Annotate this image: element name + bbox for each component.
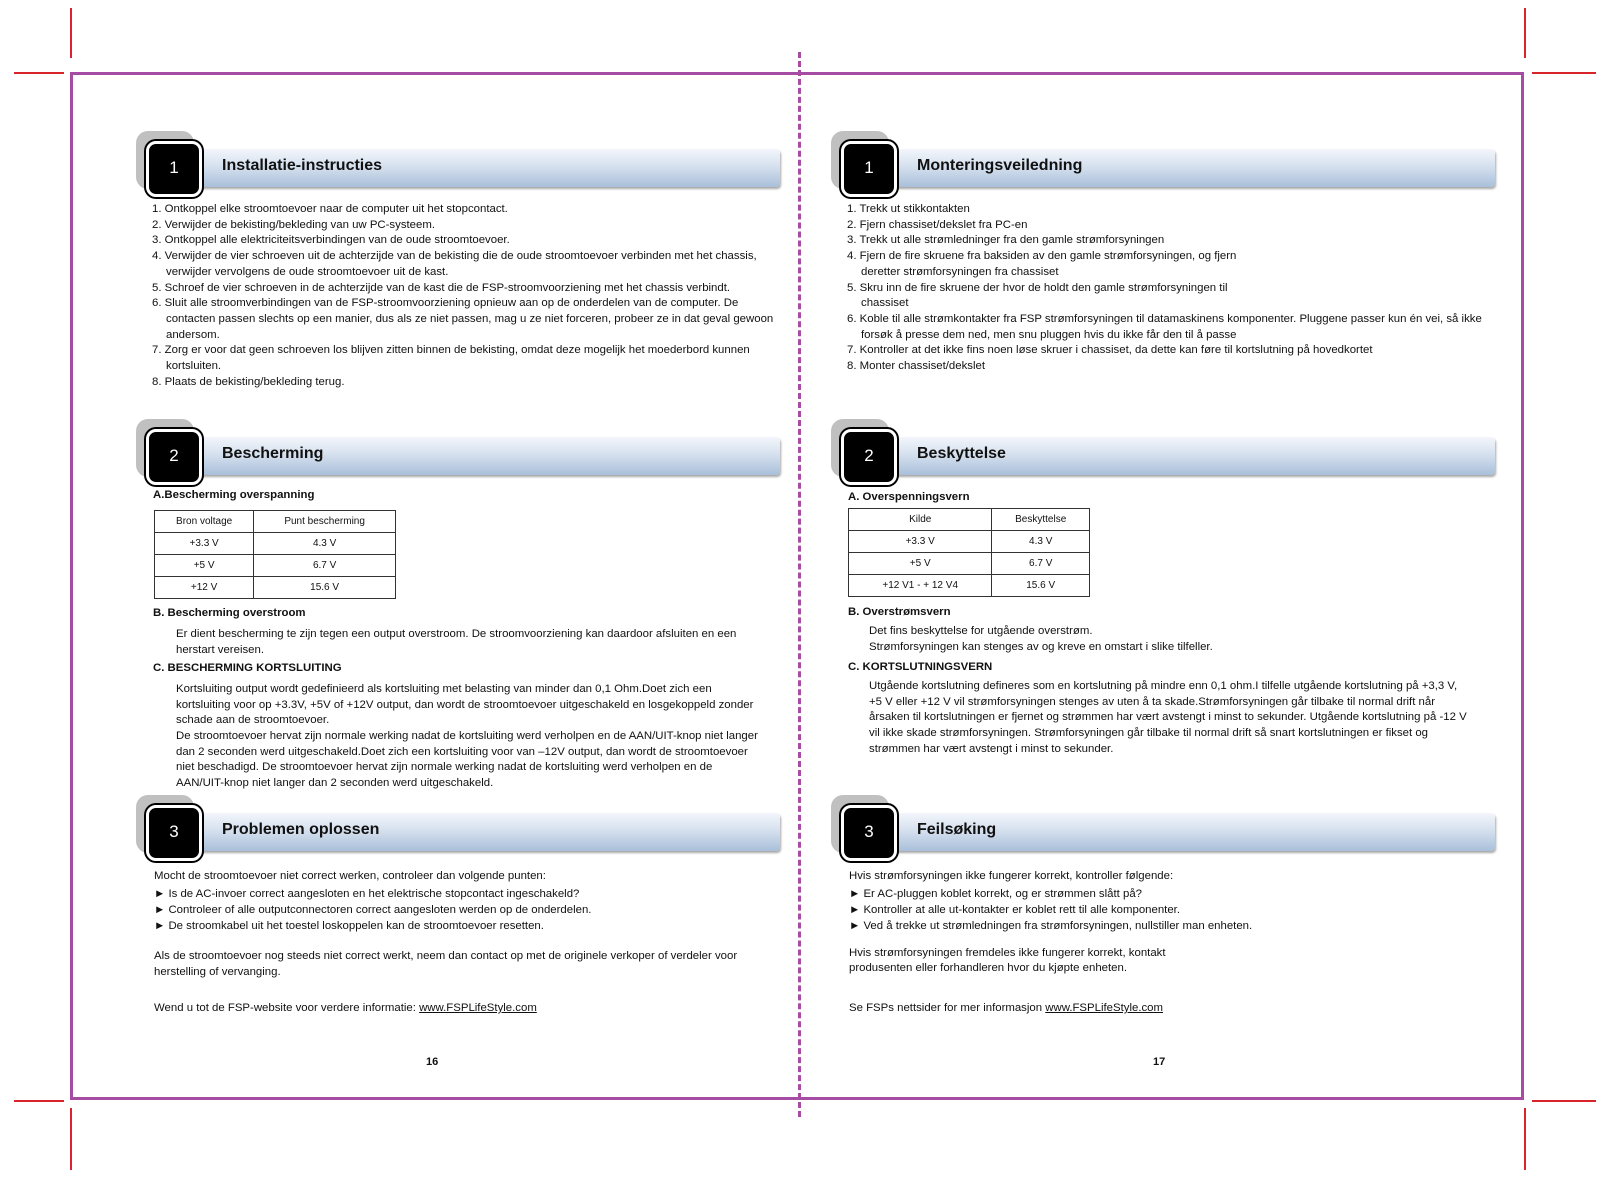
website-line — [154, 1001, 774, 1017]
crop-mark — [1524, 8, 1526, 58]
page-number: 16 — [426, 1056, 439, 1068]
installation-steps — [847, 202, 1497, 375]
table-cell: +12 V1 - + 12 V4 — [849, 575, 992, 597]
troubleshooting-checklist — [849, 886, 1479, 934]
crop-mark — [70, 1108, 72, 1170]
list-item: 5. Schroef de vier schroeven in de achterzijde van de kast die de FSP-stroomvoorziening met het chassis verbindt. — [152, 281, 731, 294]
short-circuit-text: Kortsluiting output wordt gedefinieerd als kortsluiting met belasting van minder dan 0,1 Ohm.Doet zich een kortsluiting voor op +3.3V, +5V of +12V output, dan wordt de stroomtoevoer uitgeschakeld en losgekoppeld zonder schade aan de stroomtoevoer. — [176, 683, 754, 727]
installation-steps — [152, 202, 782, 390]
website-link[interactable]: www.FSPLifeStyle.com — [1045, 1002, 1164, 1014]
table-cell: +5 V — [849, 553, 992, 575]
contact-text: Hvis strømforsyningen fremdeles ikke fungerer korrekt, kontakt — [849, 947, 1166, 959]
table-cell: 6.7 V — [254, 555, 396, 577]
website-text: Se FSPs nettsider for mer informasjon — [849, 1002, 1043, 1014]
table-row — [849, 575, 1090, 597]
list-item: 7. Kontroller at det ikke fins noen løse skruer i chassiset, da dette kan føre til kortslutning på hovedkortet — [847, 344, 1373, 357]
crop-mark — [1524, 1108, 1526, 1170]
table-cell: +5 V — [155, 555, 254, 577]
section-header-installation — [140, 131, 780, 195]
section-number: 1 — [864, 158, 874, 177]
section-number-badge — [841, 805, 897, 861]
table-cell: +3.3 V — [849, 531, 992, 553]
section-number: 3 — [169, 822, 179, 841]
table-header: Kilde — [849, 509, 992, 531]
section-header-troubleshooting — [835, 795, 1495, 859]
troubleshooting-checklist — [154, 886, 774, 934]
table-header: Bron voltage — [155, 511, 254, 533]
table-row — [155, 555, 396, 577]
table-row — [155, 533, 396, 555]
list-item: 3. Ontkoppel alle elektriciteitsverbindingen van de oude stroomtoevoer. — [152, 234, 510, 247]
crop-mark — [14, 72, 64, 74]
table-row — [155, 577, 396, 599]
contact-text: Als de stroomtoevoer nog steeds niet correct werkt, neem dan contact op met de originele verkoper of verdeler voor herstelling of vervanging. — [154, 950, 738, 978]
table-cell: 15.6 V — [254, 577, 396, 599]
list-item: 2. Verwijder de bekisting/bekleding van uw PC-systeem. — [152, 218, 436, 231]
list-item: 2. Fjern chassiset/dekslet fra PC-en — [847, 218, 1028, 231]
section-number-badge — [841, 429, 897, 485]
contact-text-2: produsenten eller forhandleren hvor du kjøpte enheten. — [849, 962, 1127, 974]
overcurrent-text: Er dient bescherming te zijn tegen een output overstroom. De stroomvoorziening kan daardoor afsluiten en een herstart vereisen. — [176, 628, 737, 656]
list-item: 6. Koble til alle strømkontakter fra FSP strømforsyningen til datamaskinens komponenter. Pluggene passer kun én vei, så ikke forsøk å presse dem ned, men snu pluggen hvis du ikke får den til å passe — [847, 312, 1482, 341]
overcurrent-heading: B. Bescherming overstroom — [153, 607, 306, 619]
short-circuit-heading: C. BESCHERMING KORTSLUITING — [153, 662, 342, 674]
crop-mark — [1532, 1100, 1596, 1102]
table-cell: +12 V — [155, 577, 254, 599]
section-header-troubleshooting — [140, 795, 780, 859]
overvoltage-heading: A.Bescherming overspanning — [153, 489, 315, 501]
section-title: Problemen oplossen — [222, 821, 380, 838]
list-item: 6. Sluit alle stroomverbindingen van de FSP-stroomvoorziening opnieuw aan op de onderdelen van de computer. De contacten passen slechts op een manier, dus als ze niet passen, mag u ze niet forceren, probeer ze in dat geval gewoon andersom. — [152, 297, 774, 341]
section-number: 1 — [169, 158, 179, 177]
list-item: ► Ved å trekke ut strømledningen fra strømforsyningen, nullstiller man enheten. — [849, 920, 1253, 932]
list-item: 8. Plaats de bekisting/bekleding terug. — [152, 375, 345, 388]
list-item: 1. Ontkoppel elke stroomtoevoer naar de computer uit het stopcontact. — [152, 203, 508, 215]
troubleshooting-intro: Hvis strømforsyningen ikke fungerer korrekt, kontroller følgende: — [849, 870, 1174, 882]
table-header: Punt bescherming — [254, 511, 396, 533]
list-item: 8. Monter chassiset/dekslet — [847, 360, 986, 373]
page-left — [140, 0, 780, 1181]
section-title: Installatie-instructies — [222, 157, 383, 174]
section-header-protection — [140, 419, 780, 483]
table-header-row — [155, 511, 396, 533]
section-title: Beskyttelse — [917, 445, 1006, 462]
list-item: ► Controleer of alle outputconnectoren correct aangesloten werden op de onderdelen. — [154, 904, 592, 916]
list-item: 7. Zorg er voor dat geen schroeven los blijven zitten binnen de bekisting, omdat deze mogelijk het moederbord kunnen kortsluiten. — [152, 344, 750, 373]
section-title: Monteringsveiledning — [917, 157, 1083, 174]
list-item: 5. Skru inn de fire skruene der hvor de holdt den gamle strømforsyningen til chassiset — [847, 281, 1228, 310]
website-link[interactable]: www.FSPLifeStyle.com — [419, 1002, 537, 1014]
overvoltage-heading: A. Overspenningsvern — [848, 491, 970, 503]
list-item: 4. Fjern de fire skruene fra baksiden av den gamle strømforsyningen, og fjern deretter strømforsyningen fra chassiset — [847, 250, 1237, 278]
table-header-row — [849, 509, 1090, 531]
section-title: Bescherming — [222, 445, 324, 462]
overcurrent-text-2: Strømforsyningen kan stenges av og kreve en omstart i slike tilfeller. — [869, 641, 1213, 653]
section-header-installation — [835, 131, 1495, 195]
short-circuit-text-2: De stroomtoevoer hervat zijn normale werking nadat de kortsluiting werd verholpen en de AAN/UIT-knop niet langer dan 2 seconden werd uitgeschakeld.Doet zich een kortsluiting voor van –12V output, dan wordt de stroomtoevoer niet beschadigd. De stroomtoevoer hervat zijn normale werking nadat de kortsluiting werd verholpen en de AAN/UIT-knop niet langer dan 2 seconden werd uitgeschakeld. — [176, 730, 758, 790]
table-row — [849, 531, 1090, 553]
section-title: Feilsøking — [917, 821, 997, 838]
list-item: 1. Trekk ut stikkontakten — [847, 203, 970, 215]
table-cell: 6.7 V — [992, 553, 1090, 575]
list-item: ► Is de AC-invoer correct aangesloten en het elektrische stopcontact ingeschakeld? — [154, 888, 580, 900]
section-number: 3 — [864, 822, 874, 841]
list-item: ► De stroomkabel uit het toestel loskoppelen kan de stroomtoevoer resetten. — [154, 920, 544, 932]
section-number: 2 — [169, 446, 179, 465]
section-number-badge — [841, 141, 897, 197]
crop-mark — [70, 8, 72, 58]
section-number: 2 — [864, 446, 874, 465]
table-cell: 15.6 V — [992, 575, 1090, 597]
table-cell: 4.3 V — [254, 533, 396, 555]
overcurrent-text: Det fins beskyttelse for utgående overstrøm. — [869, 625, 1093, 637]
list-item: ► Er AC-pluggen koblet korrekt, og er strømmen slått på? — [849, 888, 1142, 900]
short-circuit-heading: C. KORTSLUTNINGSVERN — [848, 661, 993, 673]
overvoltage-table — [848, 508, 1090, 597]
table-cell: 4.3 V — [992, 531, 1090, 553]
section-number-badge — [146, 429, 202, 485]
fold-line — [798, 52, 801, 1117]
page-number: 17 — [1153, 1056, 1166, 1068]
list-item: 3. Trekk ut alle strømledninger fra den gamle strømforsyningen — [847, 234, 1165, 247]
section-number-badge — [146, 805, 202, 861]
website-line — [849, 1001, 1469, 1017]
list-item: ► Kontroller at alle ut-kontakter er koblet rett til alle komponenter. — [849, 904, 1181, 916]
table-row — [849, 553, 1090, 575]
list-item: 4. Verwijder de vier schroeven uit de achterzijde van de bekisting die de oude stroomtoevoer verbinden met het chassis, verwijder vervolgens de oude stroomtoevoer uit de kast. — [152, 250, 757, 278]
overcurrent-heading: B. Overstrømsvern — [848, 606, 951, 618]
overvoltage-table — [154, 510, 396, 599]
page-right — [835, 0, 1495, 1181]
short-circuit-text: Utgående kortslutning defineres som en kortslutning på mindre enn 0,1 ohm.I tilfelle utgående kortslutning på +3,3 V, +5 V eller +12 V vil strømforsyningen stenges av uten å ta skade.Strømforsyningen går tilbake til normal drift når årsaken til kortslutningen er fjernet og strømmen har vært avstengt i minst to sekunder. Utgående kortslutning på -12 V vil ikke skade strømforsyningen. Strømforsyningen går tilbake til normal drift så snart kortslutningen er fikset og strømmen har vært avstengt i minst to sekunder. — [869, 680, 1467, 755]
troubleshooting-intro: Mocht de stroomtoevoer niet correct werken, controleer dan volgende punten: — [154, 870, 546, 882]
table-header: Beskyttelse — [992, 509, 1090, 531]
section-number-badge — [146, 141, 202, 197]
crop-mark — [1532, 72, 1596, 74]
section-header-protection — [835, 419, 1495, 483]
website-text: Wend u tot de FSP-website voor verdere informatie: — [154, 1002, 416, 1014]
crop-mark — [14, 1100, 64, 1102]
table-cell: +3.3 V — [155, 533, 254, 555]
